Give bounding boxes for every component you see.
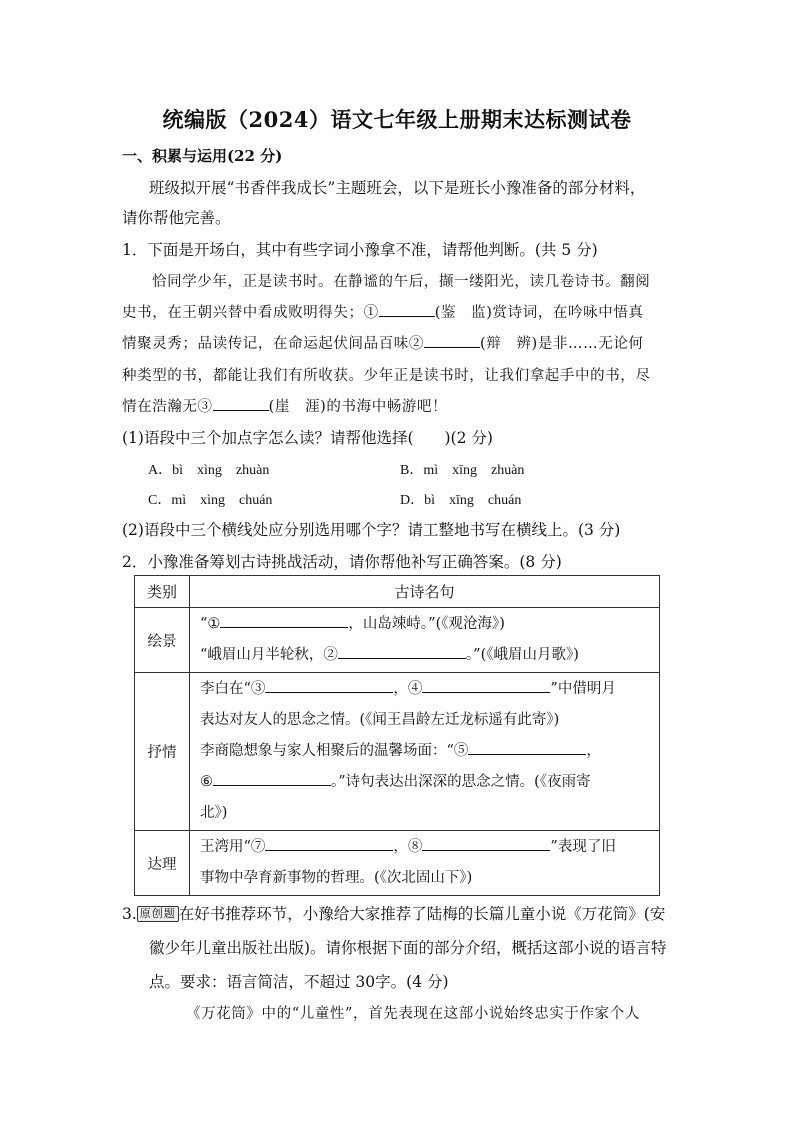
reason-line-2: 事物中孕育新事物的哲理。(《次北固山下》) bbox=[200, 870, 473, 886]
poem-blank-1[interactable] bbox=[220, 613, 348, 628]
poem-blank-2[interactable] bbox=[338, 644, 466, 659]
q3-passage-line-1: 《万花筒》中的“儿童性”，首先表现在这部小说始终忠实于作家个人 bbox=[186, 1006, 640, 1022]
poem-blank-3[interactable] bbox=[265, 678, 393, 693]
emotion-line-3: 李商隐想象与家人相聚后的温馨场面：“⑤ ， bbox=[190, 736, 659, 767]
emotion-line-4: ⑥ 。”诗句表达出深深的思念之情。(《夜雨寄 bbox=[190, 767, 659, 798]
reason-line-1: 王湾用“⑦ ，⑧ ”表现了旧 bbox=[190, 832, 659, 863]
emotion-line-1: 李白在“③ ，④ ”中借明月 bbox=[190, 674, 659, 705]
q1-subquestion-2: (2)语段中三个横线处应分别选用哪个字？请工整地书写在横线上。(3 分) bbox=[122, 521, 621, 539]
table-row-scene bbox=[135, 608, 660, 673]
answer-blank-2[interactable] bbox=[424, 333, 480, 348]
intro-line-1: 班级拟开展“书香伴我成长”主题班会，以下是班长小豫准备的部分材料， bbox=[149, 179, 646, 197]
scene-line-2: “峨眉山月半轮秋，② 。”(《峨眉山月歌》) bbox=[190, 640, 659, 671]
q1-passage-line-2: 史书，在王朝兴替中看成败明得失；① (鉴 监)赏诗词，在吟咏中悟真 bbox=[122, 301, 644, 322]
q1-passage-line-5: 情在浩瀚无③ (崖 涯)的书海中畅游吧！ bbox=[122, 395, 447, 416]
option-d[interactable]: D．bì xīng chuán bbox=[400, 493, 522, 508]
category-reason: 达理 bbox=[135, 831, 190, 896]
original-question-badge: 原创题 bbox=[137, 906, 179, 922]
poem-blank-5[interactable] bbox=[468, 740, 586, 755]
question-1-stem: 1．下面是开场白，其中有些字词小豫拿不准，请帮他判断。(共 5 分) bbox=[122, 241, 598, 259]
option-a[interactable]: A．bì xìng zhuàn bbox=[148, 463, 270, 478]
intro-line-2: 请你帮他完善。 bbox=[122, 209, 231, 227]
poetry-table bbox=[134, 575, 660, 896]
poem-blank-7[interactable] bbox=[265, 836, 393, 851]
answer-blank-1[interactable] bbox=[379, 302, 435, 317]
question-3-line-3: 点。要求：语言简洁，不超过 30字。(4 分) bbox=[149, 973, 449, 991]
table-header-row bbox=[135, 576, 660, 608]
poem-blank-4[interactable] bbox=[422, 678, 550, 693]
emotion-line-5: 北》) bbox=[200, 805, 228, 821]
poem-blank-6[interactable] bbox=[213, 771, 331, 786]
poem-blank-8[interactable] bbox=[422, 836, 550, 851]
column-header-category: 类别 bbox=[135, 576, 190, 608]
section-1-heading: 一、积累与运用(22 分) bbox=[122, 147, 283, 165]
option-b[interactable]: B．mì xīng zhuàn bbox=[400, 463, 525, 478]
category-emotion: 抒情 bbox=[135, 673, 190, 831]
question-2-stem: 2．小豫准备筹划古诗挑战活动，请你帮他补写正确答案。(8 分) bbox=[122, 553, 562, 571]
option-c[interactable]: C．mì xìng chuán bbox=[148, 493, 273, 508]
scene-line-1: “① ，山岛竦峙。”(《观沧海》) bbox=[190, 609, 659, 640]
exam-title: 统编版（2024）语文七年级上册期末达标测试卷 bbox=[162, 107, 632, 132]
table-row-reason bbox=[135, 831, 660, 896]
question-3-line-2: 徽少年儿童出版社出版)。请你根据下面的部分介绍，概括这部小说的语言特 bbox=[149, 939, 667, 957]
emotion-line-2: 表达对友人的思念之情。(《闻王昌龄左迁龙标遥有此寄》) bbox=[200, 712, 560, 728]
table-row-emotion bbox=[135, 673, 660, 831]
q1-passage-line-1: 恰同学少年，正是读书时。在静谧的午后，撷一缕阳光，读几卷诗书。翻阅 bbox=[152, 274, 651, 290]
answer-blank-3[interactable] bbox=[213, 396, 269, 411]
column-header-lines: 古诗名句 bbox=[190, 576, 660, 608]
category-scene: 绘景 bbox=[135, 608, 190, 673]
q1-passage-line-3: 情聚灵秀；品读传记，在命运起伏间品百味② (辩 辨)是非……无论何 bbox=[122, 332, 644, 353]
question-3-line-1: 3. 原创题 在好书推荐环节，小豫给大家推荐了陆梅的长篇儿童小说《万花筒》(安 bbox=[122, 905, 666, 923]
q1-passage-line-4: 种类型的书，都能让我们有所收获。少年正是读书时，让我们拿起手中的书，尽 bbox=[122, 368, 651, 384]
q1-subquestion-1: (1)语段中三个加点字怎么读？请帮他选择( )(2 分) bbox=[122, 429, 493, 447]
